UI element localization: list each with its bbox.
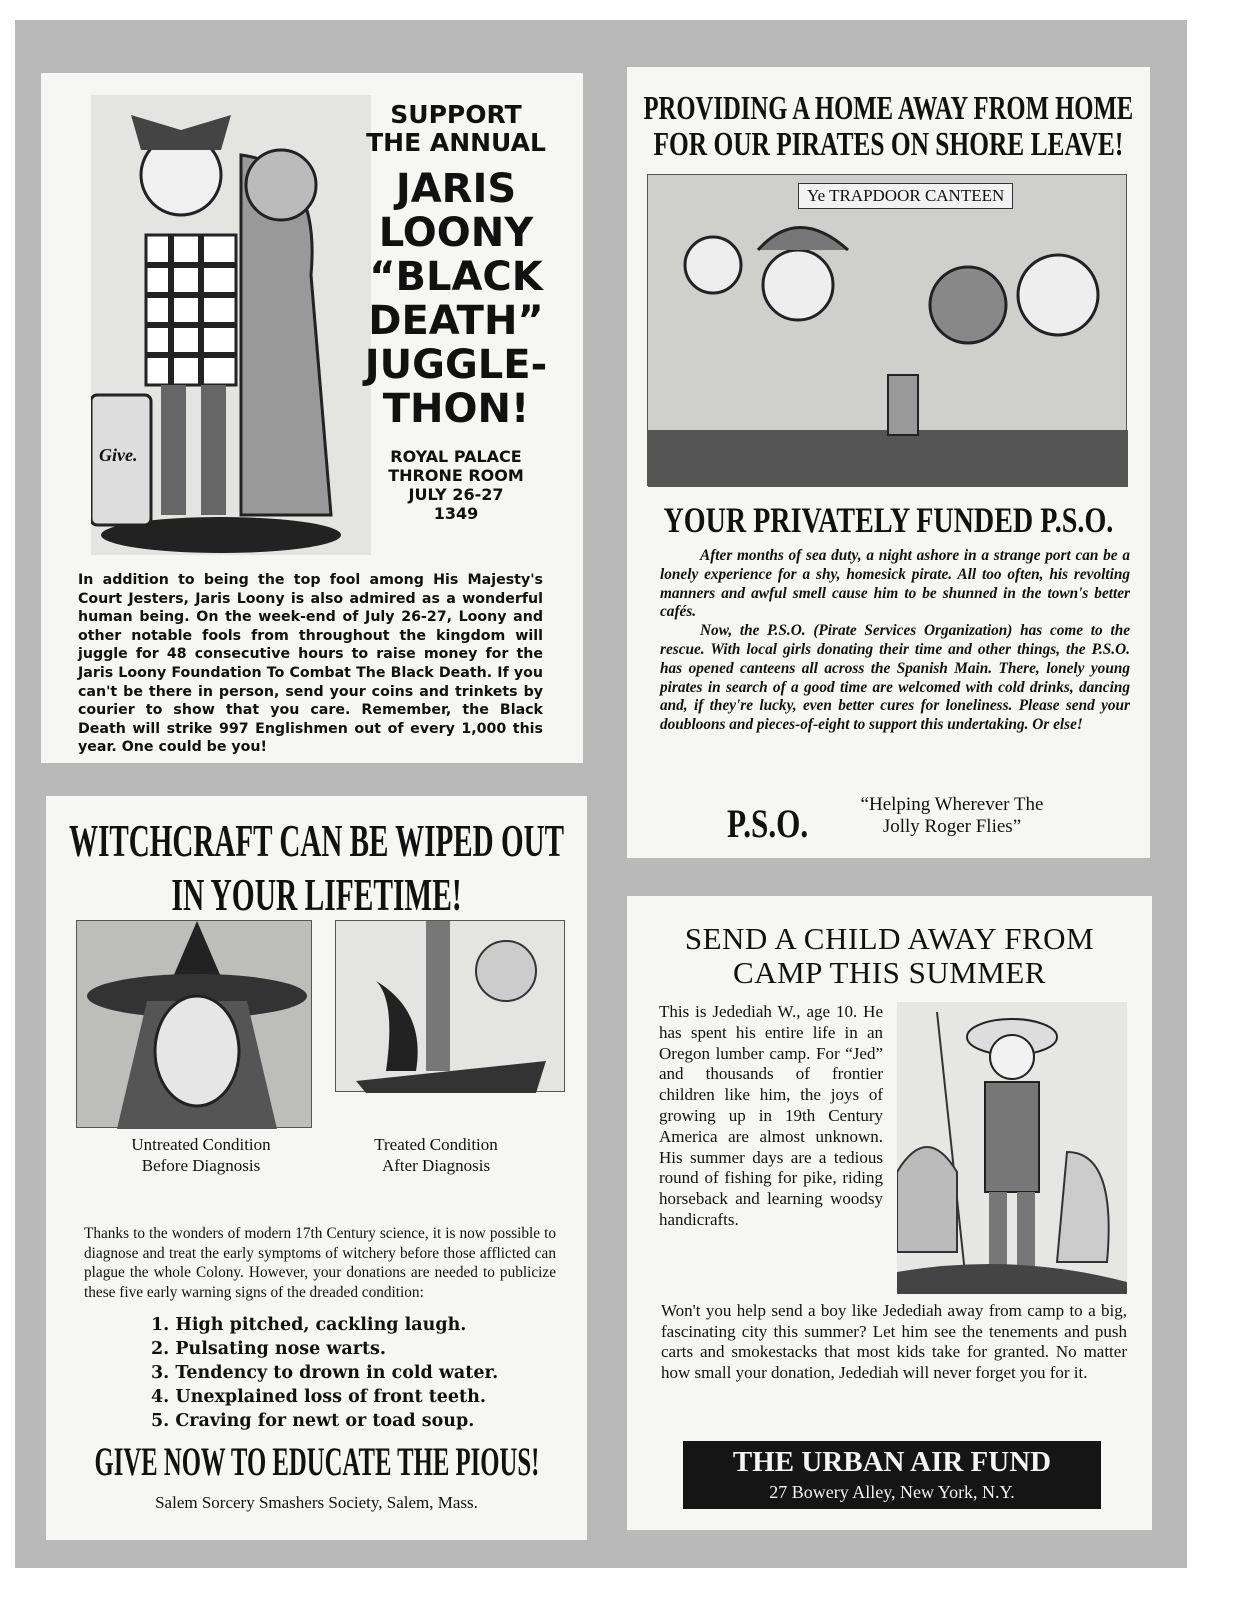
pso-slogan: “Helping Wherever The bbox=[860, 794, 1044, 815]
pirates-drawing-icon bbox=[648, 175, 1128, 487]
jester-body: In addition to being the top fool among His Majesty's Court Jesters, Jaris Loony is also admired as a wonderful human being. On the week-end of July 26-27, Loony and other notable fools from throughout the kingdom will juggle for 48 consecutive hours to raise money for the Jaris Loony Foundation To Combat The Black Death. If you can't be there in person, send your coins and trinkets by courier to show that you care. Remember, the Black Death will strike 997 Englishmen out of every 1,000 this year. One could be you! bbox=[78, 572, 543, 756]
warning-sign: 4. Unexplained loss of front teeth. bbox=[151, 1387, 486, 1407]
jester-ad bbox=[41, 73, 583, 763]
pirate-headline-line: PROVIDING A HOME AWAY FROM HOME bbox=[643, 90, 1134, 127]
boy-with-fishing-pole-drawing-icon bbox=[897, 1002, 1127, 1294]
urban-air-fund-ad bbox=[627, 896, 1152, 1530]
pirate-ad bbox=[627, 67, 1150, 858]
jester-illustration bbox=[91, 95, 371, 555]
camp-headline-line: CAMP THIS SUMMER bbox=[733, 955, 1046, 990]
venue-line: 1349 bbox=[433, 504, 479, 523]
camp-headline-line: SEND A CHILD AWAY FROM bbox=[684, 921, 1095, 956]
support-text: SUPPORT bbox=[390, 100, 522, 129]
witch-headline-line: IN YOUR LIFETIME! bbox=[171, 869, 462, 920]
title-line: DEATH” bbox=[368, 298, 544, 344]
title-line: JUGGLE- bbox=[364, 342, 548, 388]
warning-sign: 1. High pitched, cackling laugh. bbox=[151, 1315, 467, 1335]
caption-left: Untreated Condition bbox=[131, 1135, 271, 1154]
canteen-sign: Ye TRAPDOOR CANTEEN bbox=[798, 183, 1013, 209]
warning-sign: 3. Tendency to drown in cold water. bbox=[151, 1363, 499, 1383]
pirate-headline-line: FOR OUR PIRATES ON SHORE LEAVE! bbox=[653, 126, 1124, 163]
warning-sign: 2. Pulsating nose warts. bbox=[151, 1339, 386, 1359]
jester-drawing-icon bbox=[91, 95, 371, 555]
pirate-paragraph: Now, the P.S.O. (Pirate Services Organization) has come to the rescue. With local girls donating their time and other things, the P.S.O. has opened canteens all across the Spanish Main. There, lonely young pirates in search of a good time are welcomed with cold drinks, dancing and, if they're lucky, even better cures for loneliness. Please send your doubloons and pieces-of-eight to support this undertaking. Or else! bbox=[660, 622, 1130, 734]
the-annual-text: THE ANNUAL bbox=[366, 128, 546, 157]
title-line: LOONY bbox=[378, 210, 534, 256]
fire-drawing-icon bbox=[336, 921, 566, 1093]
witch-body: Thanks to the wonders of modern 17th Century science, it is now possible to diagnose and treat the early symptoms of witchery before those afflicted can plague the whole Colony. However, your donations are needed to publicize these five early warning signs of the dreaded condition: bbox=[84, 1225, 556, 1301]
pso-logo: P.S.O. bbox=[727, 801, 809, 846]
pso-slogan: Jolly Roger Flies” bbox=[882, 816, 1022, 837]
caption-right: Treated Condition bbox=[374, 1135, 498, 1154]
pirate-body bbox=[660, 547, 1130, 735]
urban-air-fund-banner bbox=[683, 1441, 1101, 1509]
camp-body-2: Won't you help send a boy like Jedediah away from camp to a big, fascinating city this summer? Let him see the tenements and push carts and smokestacks that most kids take for granted. No matter how small your donation, Jedediah will never forget you for it. bbox=[661, 1301, 1127, 1382]
venue-line: JULY 26-27 bbox=[408, 485, 504, 504]
canteen-illustration bbox=[647, 174, 1127, 486]
title-line: “BLACK bbox=[369, 254, 543, 300]
jedediah-illustration bbox=[897, 1002, 1127, 1294]
warning-sign: 5. Craving for newt or toad soup. bbox=[151, 1411, 475, 1431]
pirate-paragraph: After months of sea duty, a night ashore in a strange port can be a lonely experience for a shy, homesick pirate. All too often, his revolting manners and awful smell cause him to be shunned in the town's better cafés. bbox=[660, 547, 1130, 621]
event-title bbox=[341, 167, 571, 431]
witch-drawing-icon bbox=[77, 921, 313, 1129]
warning-signs-list bbox=[151, 1313, 498, 1433]
caption-left: Before Diagnosis bbox=[141, 1156, 261, 1175]
witch-cta: GIVE NOW TO EDUCATE THE PIOUS! bbox=[94, 1439, 539, 1484]
fund-address: 27 Bowery Alley, New York, N.Y. bbox=[769, 1482, 1015, 1502]
venue-line: THRONE ROOM bbox=[388, 466, 524, 485]
fund-name: THE URBAN AIR FUND bbox=[732, 1446, 1052, 1478]
witch-headline-line: WITCHCRAFT CAN BE WIPED OUT bbox=[69, 815, 564, 866]
pso-subhead: YOUR PRIVATELY FUNDED P.S.O. bbox=[663, 500, 1114, 540]
title-line: THON! bbox=[382, 386, 530, 432]
give-can-label: Give. bbox=[99, 445, 138, 465]
witch-footer: Salem Sorcery Smashers Society, Salem, Mass. bbox=[155, 1493, 478, 1512]
venue-line: ROYAL PALACE bbox=[390, 447, 522, 466]
event-venue bbox=[341, 447, 571, 523]
title-line: JARIS bbox=[395, 166, 517, 212]
witchcraft-ad bbox=[46, 796, 587, 1540]
burning-stake-illustration bbox=[335, 920, 565, 1092]
camp-body-1: This is Jedediah W., age 10. He has spent his entire life in an Oregon lumber camp. For “Jed” and thousands of frontier children like him, the joys of growing up in 19th Century America are almost unknown. His summer days are a tedious round of fishing for pike, riding horseback and learning woodsy handicrafts. bbox=[659, 1002, 883, 1229]
caption-right: After Diagnosis bbox=[381, 1156, 491, 1175]
witch-illustration bbox=[76, 920, 312, 1128]
